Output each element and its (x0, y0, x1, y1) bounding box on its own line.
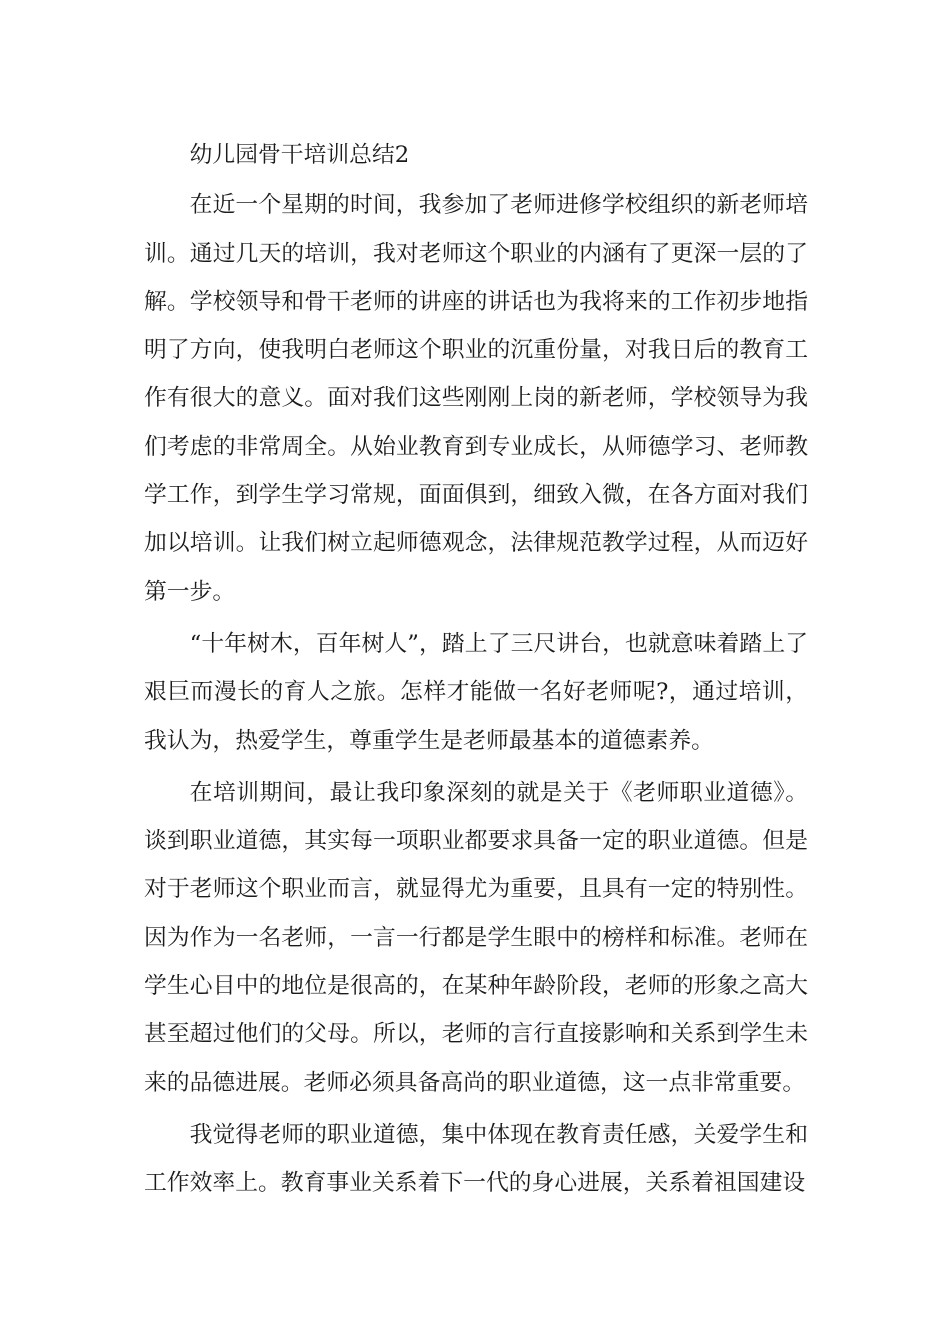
paragraph-professional-ethics: 在培训期间，最让我印象深刻的就是关于《老师职业道德》。谈到职业道德，其实每一项职业都要求具备一定的职业道德。但是对于老师这个职业而言，就显得尤为重要，且具有一定的特别性。因为作为一名老师，一言一行都是学生眼中的榜样和标准。老师在学生心目中的地位是很高的，在某种年龄阶段，老师的形象之高大甚至超过他们的父母。所以，老师的言行直接影响和关系到学生未来的品德进展。老师必须具备高尚的职业道德，这一点非常重要。 (144, 779, 808, 1096)
document-body (144, 131, 808, 1212)
document-title: 幼儿园骨干培训总结2 (189, 142, 410, 168)
paragraph-responsibility: 我觉得老师的职业道德，集中体现在教育责任感，关爱学生和工作效率上。教育事业关系着下一代的身心进展，关系着祖国建设 (144, 1121, 808, 1197)
paragraph-training-overview: 在近一个星期的时间，我参加了老师进修学校组织的新老师培训。通过几天的培训，我对老师这个职业的内涵有了更深一层的了解。学校领导和骨干老师的讲座的讲话也为我将来的工作初步地指明了方向，使我明白老师这个职业的沉重份量，对我日后的教育工作有很大的意义。面对我们这些刚刚上岗的新老师，学校领导为我们考虑的非常周全。从始业教育到专业成长，从师德学习、老师教学工作，到学生学习常规，面面俱到，细致入微，在各方面对我们加以培训。让我们树立起师德观念，法律规范教学过程，从而迈好第一步。 (144, 192, 808, 605)
paragraph-educating-people: “十年树木，百年树人”，踏上了三尺讲台，也就意味着踏上了艰巨而漫长的育人之旅。怎样才能做一名好老师呢?，通过培训，我认为，热爱学生，尊重学生是老师最基本的道德素养。 (144, 630, 808, 754)
